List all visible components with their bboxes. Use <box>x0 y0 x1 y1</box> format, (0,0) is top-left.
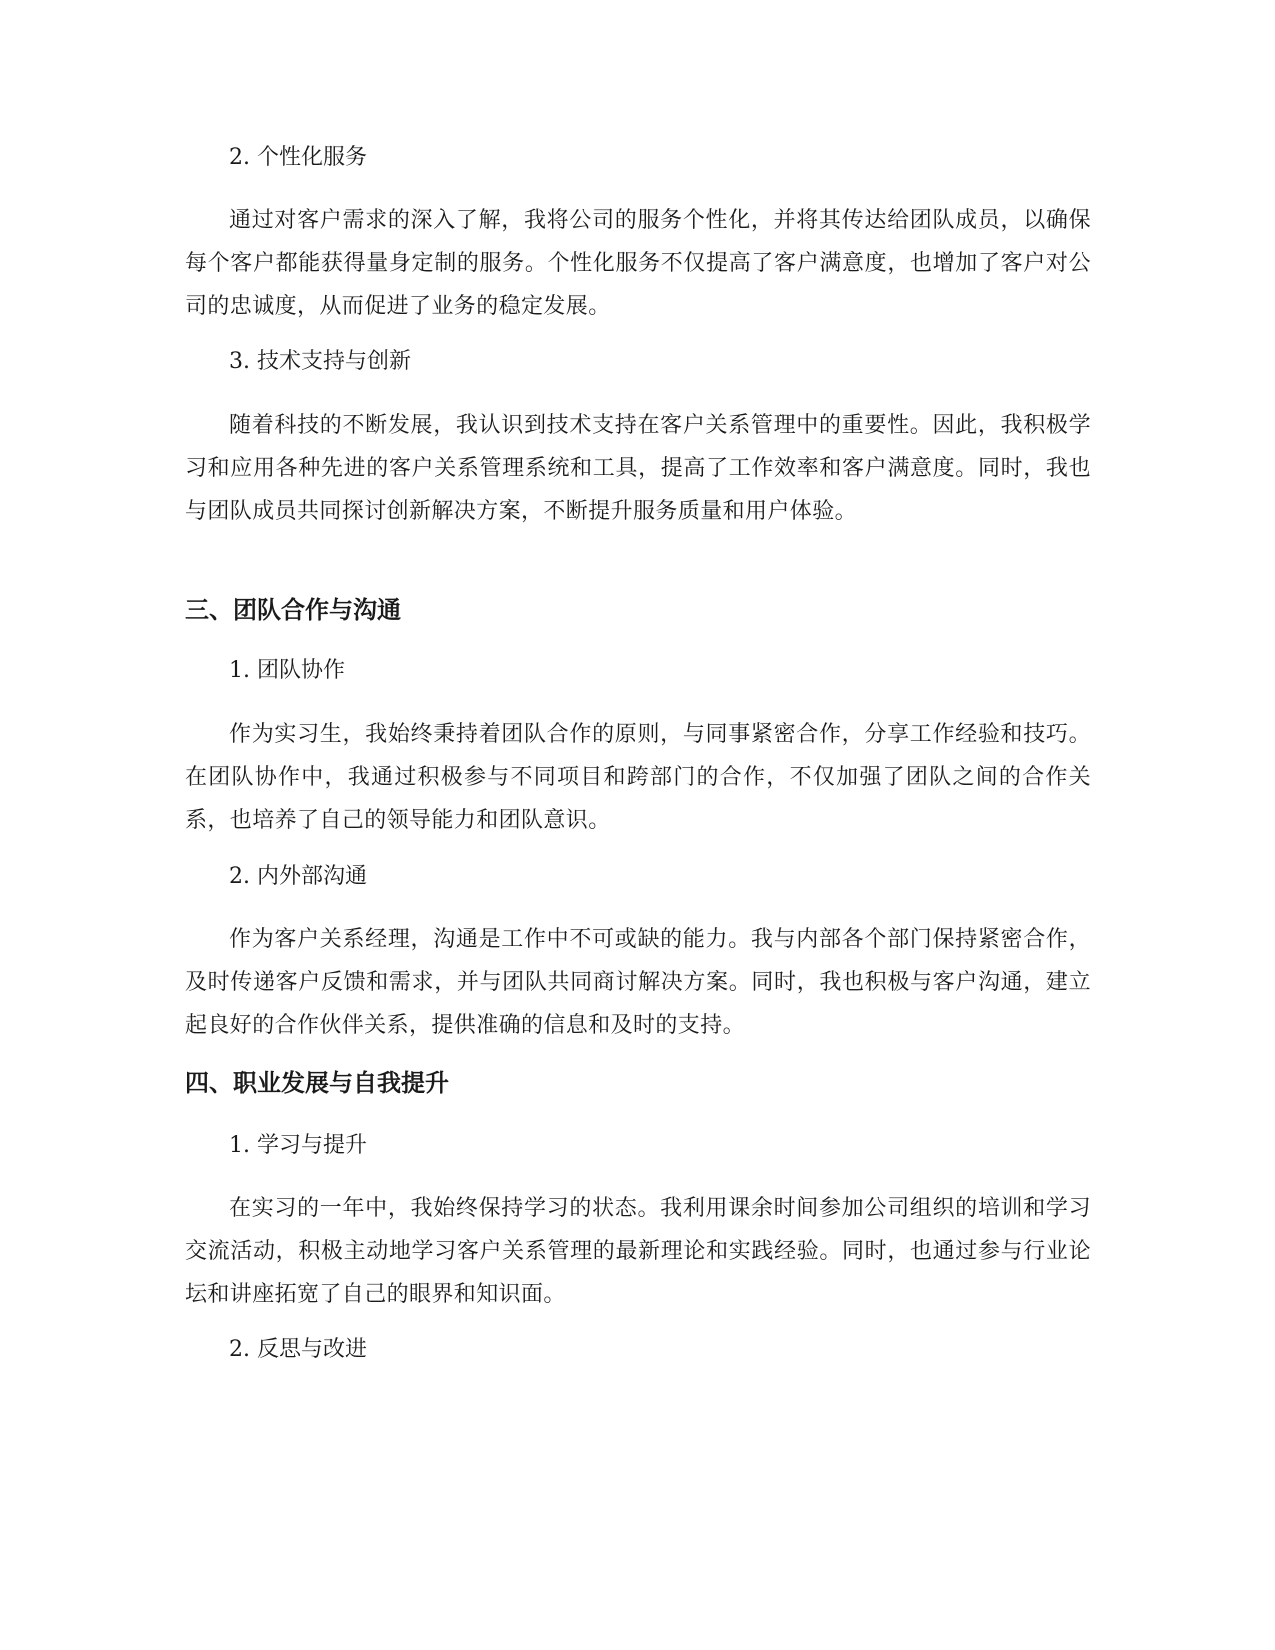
subheading-team-collaboration: 1. 团队协作 <box>229 658 345 683</box>
subheading-tech-support: 3. 技术支持与创新 <box>229 349 411 374</box>
paragraph-team-collaboration: 作为实习生，我始终秉持着团队合作的原则，与同事紧密合作，分享工作经验和技巧。在团队协作中，我通过积极参与不同项目和跨部门的合作，不仅加强了团队之间的合作关系，也培养了自己的领导能力和团队意识。 <box>185 722 1091 833</box>
subheading-reflection: 2. 反思与改进 <box>229 1337 367 1362</box>
paragraph-communication: 作为客户关系经理，沟通是工作中不可或缺的能力。我与内部各个部门保持紧密合作，及时传递客户反馈和需求，并与团队共同商讨解决方案。同时，我也积极与客户沟通，建立起良好的合作伙伴关系，提供准确的信息和及时的支持。 <box>185 927 1091 1038</box>
subheading-personalized-service: 2. 个性化服务 <box>229 145 367 170</box>
subheading-learning: 1. 学习与提升 <box>229 1133 367 1158</box>
section-heading-teamwork: 三、团队合作与沟通 <box>185 596 401 624</box>
section-heading-career: 四、职业发展与自我提升 <box>185 1069 449 1097</box>
subheading-communication: 2. 内外部沟通 <box>229 864 367 889</box>
paragraph-personalized-service: 通过对客户需求的深入了解，我将公司的服务个性化，并将其传达给团队成员，以确保每个客户都能获得量身定制的服务。个性化服务不仅提高了客户满意度，也增加了客户对公司的忠诚度，从而促进了业务的稳定发展。 <box>185 208 1091 319</box>
paragraph-tech-support: 随着科技的不断发展，我认识到技术支持在客户关系管理中的重要性。因此，我积极学习和应用各种先进的客户关系管理系统和工具，提高了工作效率和客户满意度。同时，我也与团队成员共同探讨创新解决方案，不断提升服务质量和用户体验。 <box>185 413 1091 524</box>
paragraph-learning: 在实习的一年中，我始终保持学习的状态。我利用课余时间参加公司组织的培训和学习交流活动，积极主动地学习客户关系管理的最新理论和实践经验。同时，也通过参与行业论坛和讲座拓宽了自己的眼界和知识面。 <box>185 1196 1091 1307</box>
